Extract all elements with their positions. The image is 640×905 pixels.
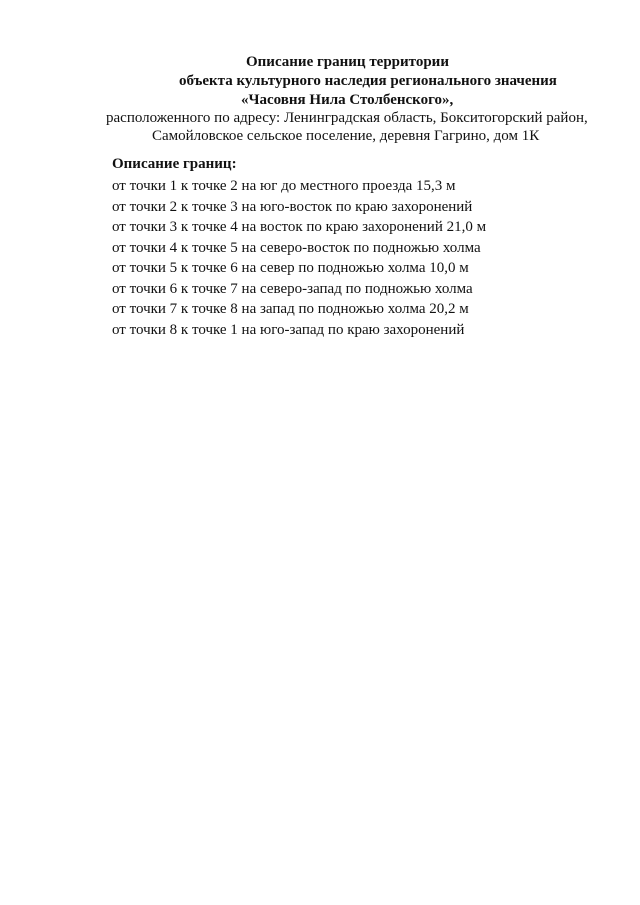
boundary-list	[112, 176, 612, 340]
document-title: Описание границ территории	[246, 54, 449, 70]
object-name-line: «Часовня Нила Столбенского»,	[241, 92, 454, 108]
boundary-item: от точки 3 к точке 4 на восток по краю захоронений 21,0 м	[112, 219, 487, 235]
address-line-2: Самойловское сельское поселение, деревня Гагрино, дом 1К	[152, 128, 540, 144]
boundary-item: от точки 2 к точке 3 на юго-восток по краю захоронений	[112, 198, 473, 215]
boundary-item: от точки 7 к точке 8 на запад по подножью холма 20,2 м	[112, 301, 469, 317]
object-category-line: объекта культурного наследия регионального значения	[179, 73, 557, 89]
boundary-item: от точки 8 к точке 1 на юго-запад по краю захоронений	[112, 321, 465, 338]
address-line-1: расположенного по адресу: Ленинградская область, Бокситогорский район,	[106, 110, 588, 126]
boundary-description-section	[112, 155, 612, 340]
boundary-item: от точки 6 к точке 7 на северо-запад по подножью холма	[112, 280, 473, 297]
boundary-item: от точки 5 к точке 6 на север по подножью холма 10,0 м	[112, 260, 469, 276]
boundary-item: от точки 1 к точке 2 на юг до местного проезда 15,3 м	[112, 178, 456, 194]
section-title: Описание границ:	[112, 156, 237, 172]
boundary-item: от точки 4 к точке 5 на северо-восток по подножью холма	[112, 239, 481, 256]
